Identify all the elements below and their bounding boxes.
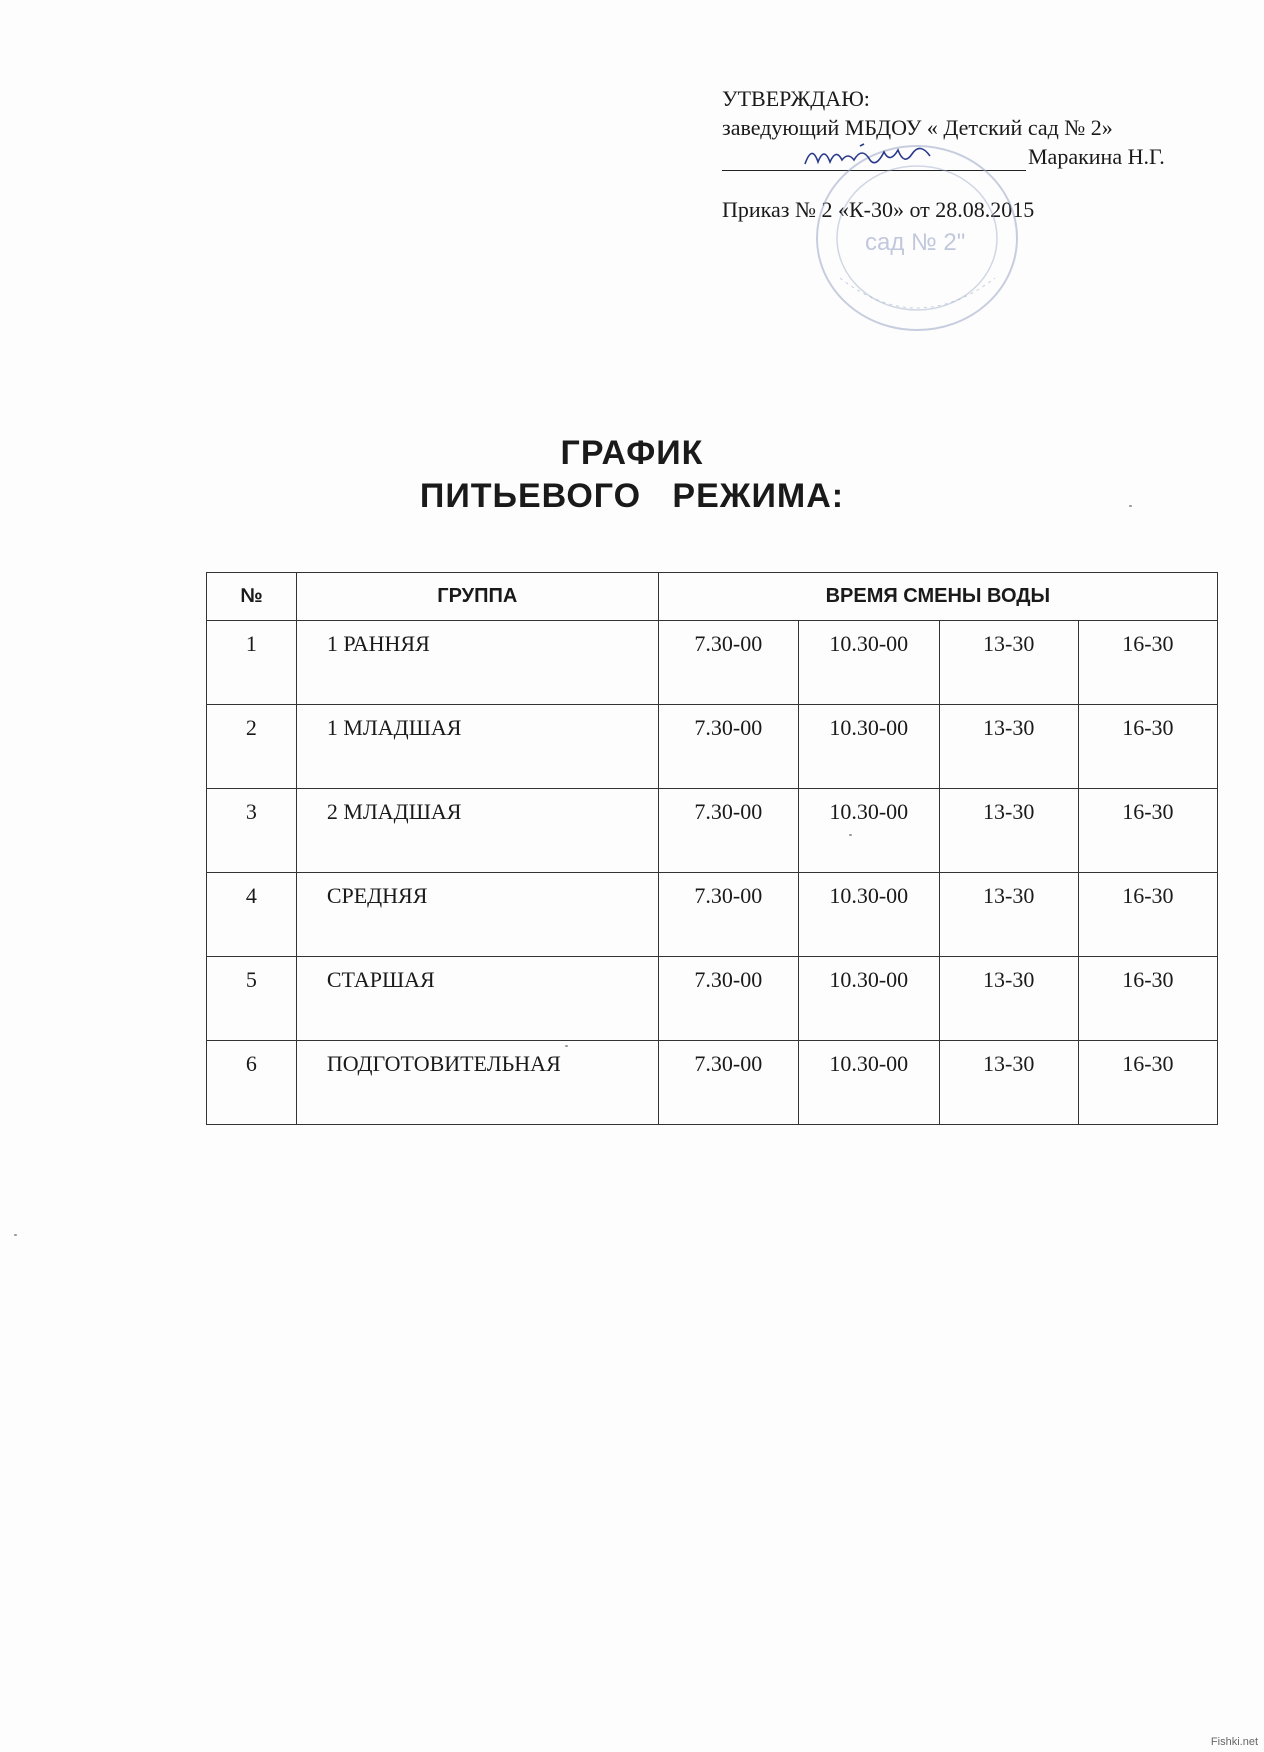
row-time-1: 7.30-00 xyxy=(658,789,798,873)
header-group: ГРУППА xyxy=(296,573,658,621)
row-group: СТАРШАЯ xyxy=(296,957,658,1041)
row-group: 2 МЛАДШАЯ xyxy=(296,789,658,873)
table-row xyxy=(207,705,1218,789)
row-group: СРЕДНЯЯ xyxy=(296,873,658,957)
table-row xyxy=(207,873,1218,957)
table-row xyxy=(207,1041,1218,1125)
row-time-4: 16-30 xyxy=(1078,789,1217,873)
row-number: 5 xyxy=(207,957,297,1041)
row-time-4: 16-30 xyxy=(1078,957,1217,1041)
table-row xyxy=(207,789,1218,873)
approval-heading: УТВЕРЖДАЮ: xyxy=(722,86,870,111)
row-time-2: 10.30-00 xyxy=(798,705,939,789)
row-time-1: 7.30-00 xyxy=(658,957,798,1041)
table-body xyxy=(207,621,1218,1125)
row-number: 6 xyxy=(207,1041,297,1125)
row-number: 1 xyxy=(207,621,297,705)
stamp-text: сад № 2" xyxy=(865,229,966,256)
title-line-2: ПИТЬЕВОГО РЕЖИМА: xyxy=(419,477,845,515)
row-time-4: 16-30 xyxy=(1078,873,1217,957)
watermark: Fishki.net xyxy=(1210,1736,1258,1748)
row-number: 2 xyxy=(207,705,297,789)
header-number: № xyxy=(207,573,297,621)
row-time-4: 16-30 xyxy=(1078,705,1217,789)
row-time-3: 13-30 xyxy=(939,789,1078,873)
row-time-4: 16-30 xyxy=(1078,621,1217,705)
row-time-3: 13-30 xyxy=(939,1041,1078,1125)
row-group: 1 РАННЯЯ xyxy=(296,621,658,705)
row-number: 3 xyxy=(207,789,297,873)
signer-name: Маракина Н.Г. xyxy=(1028,144,1165,169)
row-time-1: 7.30-00 xyxy=(658,621,798,705)
header-time: ВРЕМЯ СМЕНЫ ВОДЫ xyxy=(658,573,1217,621)
row-time-1: 7.30-00 xyxy=(658,705,798,789)
row-group: 1 МЛАДШАЯ xyxy=(296,705,658,789)
row-time-1: 7.30-00 xyxy=(658,873,798,957)
row-time-2: 10.30-00 xyxy=(798,957,939,1041)
row-time-3: 13-30 xyxy=(939,621,1078,705)
schedule-table xyxy=(206,572,1218,1125)
row-time-2: 10.30-00 xyxy=(798,873,939,957)
row-time-2: 10.30-00 xyxy=(798,621,939,705)
table-row xyxy=(207,957,1218,1041)
approval-position: заведующий МБДОУ « Детский сад № 2» xyxy=(722,115,1113,140)
row-time-2: 10.30-00 xyxy=(798,1041,939,1125)
row-time-2: 10.30-00 xyxy=(798,789,939,873)
table-header-row xyxy=(207,573,1218,621)
title-line-1: ГРАФИК xyxy=(560,434,704,472)
order-reference: Приказ № 2 «К-30» от 28.08.2015 xyxy=(722,197,1035,222)
document-title xyxy=(0,432,1264,518)
row-time-3: 13-30 xyxy=(939,873,1078,957)
table-row xyxy=(207,621,1218,705)
row-number: 4 xyxy=(207,873,297,957)
handwritten-signature xyxy=(800,138,950,174)
row-time-4: 16-30 xyxy=(1078,1041,1217,1125)
row-time-3: 13-30 xyxy=(939,957,1078,1041)
row-time-1: 7.30-00 xyxy=(658,1041,798,1125)
row-time-3: 13-30 xyxy=(939,705,1078,789)
row-group: ПОДГОТОВИТЕЛЬНАЯ xyxy=(296,1041,658,1125)
